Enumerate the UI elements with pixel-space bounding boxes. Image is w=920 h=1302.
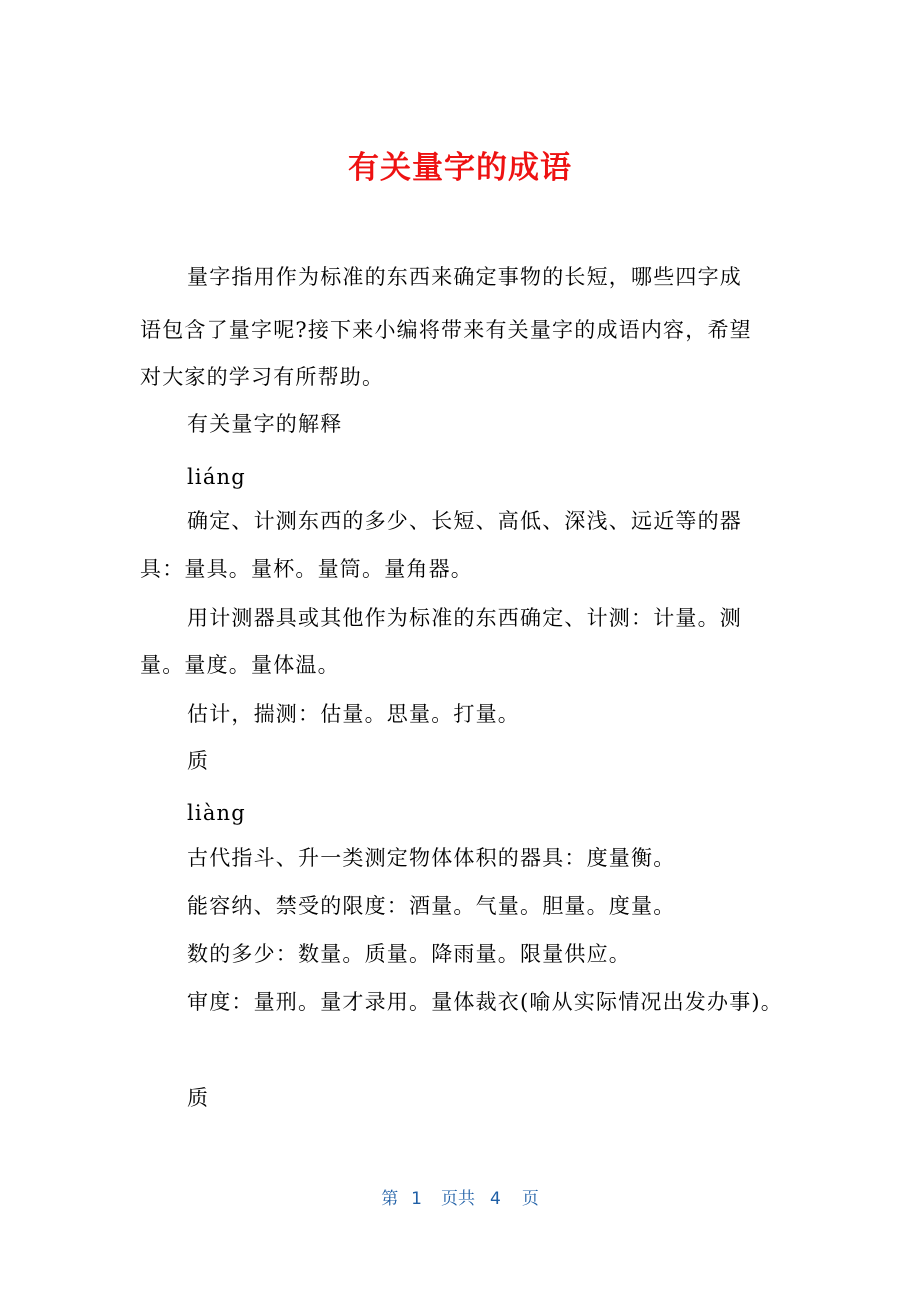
definition-7: 审度：量刑。量才录用。量体裁衣(喻从实际情况出发办事)。 bbox=[187, 990, 783, 1014]
section-heading: 有关量字的解释 bbox=[187, 412, 343, 436]
definition-1-line-2: 具：量具。量杯。量筒。量角器。 bbox=[140, 557, 473, 581]
pinyin-liang-4: liàng bbox=[187, 801, 246, 825]
footer-prefix: 第 bbox=[381, 1189, 399, 1209]
page-title: 有关量字的成语 bbox=[348, 150, 572, 186]
definition-2-line-2: 量。量度。量体温。 bbox=[140, 653, 340, 677]
footer-middle: 页共 bbox=[441, 1189, 475, 1209]
definition-2-line-1: 用计测器具或其他作为标准的东西确定、计测：计量。测 bbox=[187, 606, 742, 630]
definition-3: 估计，揣测：估量。思量。打量。 bbox=[187, 702, 520, 726]
definition-6: 数的多少：数量。质量。降雨量。限量供应。 bbox=[187, 942, 631, 966]
footer-page-number: 1 bbox=[411, 1189, 422, 1209]
quality-marker-1: 质 bbox=[187, 749, 210, 773]
footer-suffix: 页 bbox=[521, 1189, 539, 1209]
intro-line-2: 语包含了量字呢?接下来小编将带来有关量字的成语内容，希望 bbox=[140, 318, 752, 342]
footer-total-pages: 4 bbox=[489, 1189, 501, 1209]
definition-1-line-1: 确定、计测东西的多少、长短、高低、深浅、远近等的器 bbox=[187, 509, 742, 533]
intro-line-1: 量字指用作为标准的东西来确定事物的长短，哪些四字成 bbox=[187, 265, 742, 289]
definition-5: 能容纳、禁受的限度：酒量。气量。胆量。度量。 bbox=[187, 894, 676, 918]
pinyin-liang-2: liáng bbox=[187, 465, 246, 489]
definition-4: 古代指斗、升一类测定物体体积的器具：度量衡。 bbox=[187, 846, 676, 870]
quality-marker-2: 质 bbox=[187, 1086, 210, 1110]
page-footer bbox=[0, 1184, 920, 1209]
intro-line-3: 对大家的学习有所帮助。 bbox=[140, 365, 385, 389]
